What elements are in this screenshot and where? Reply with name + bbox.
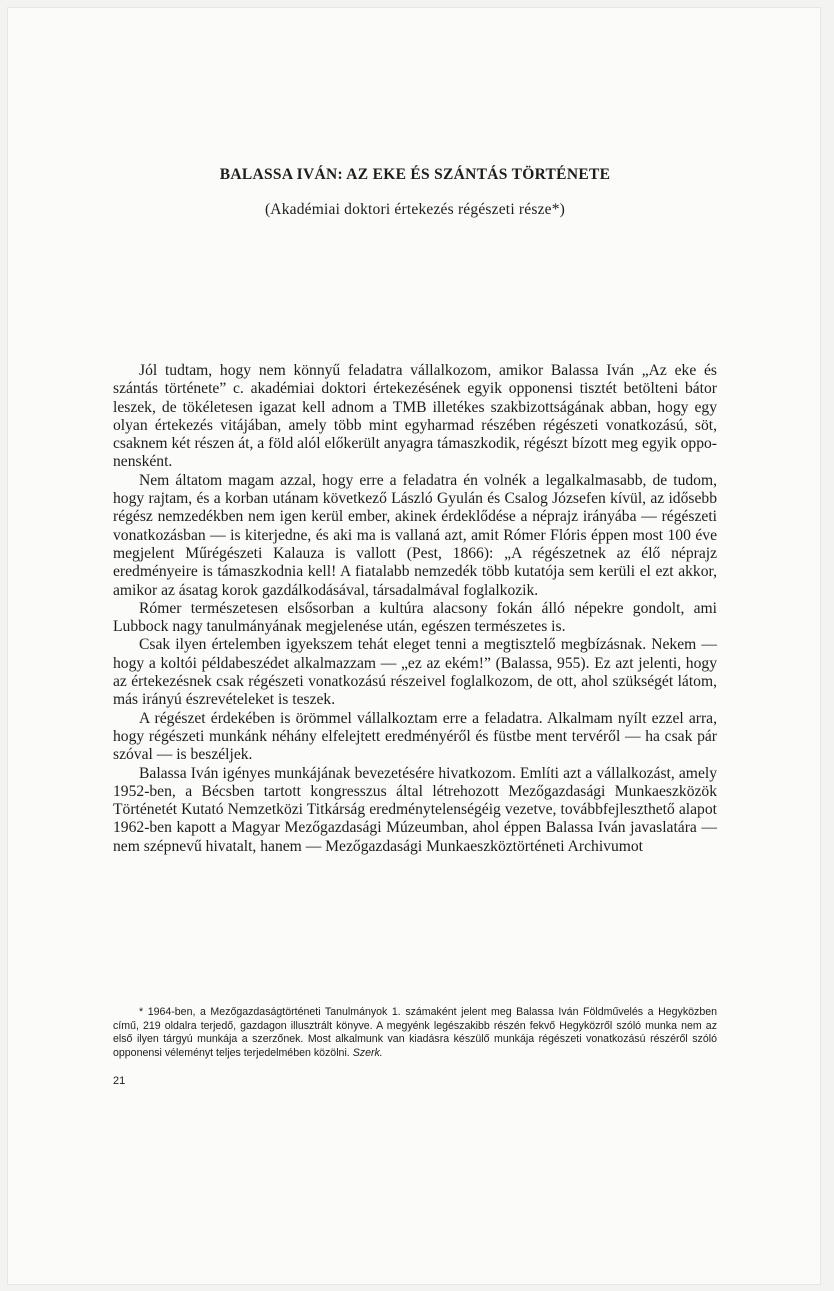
footnote-text: * 1964-ben, a Mezőgazdaságtörténeti Tanulmányok 1. számaként jelent meg Balassa Iván Földművelés a Hegyközben című, 219 oldalra terjedő, gazdagon illusztrált könyve. A megyénk legészakibb részén fekvő Hegyközről szóló munka nem az első ilyen tárgyú munkája a szerzőnek. Most alkalmunk van kiadásra készülő munkája régészeti vonatkozású részéről szóló opponensi véleményt teljes terjedelmében közölni. <box>113 1006 717 1059</box>
paragraph-1: Jól tudtam, hogy nem könnyű feladatra vállalkozom, amikor Balassa Iván „Az eke és szántás története” c. akadémiai doktori értekezésének egyik opponensi tisztét betölteni bátor leszek, de tökéletesen igazat kell adnom a TMB illetékes szakbizottságának abban, hogy egy olyan értekezés vitájában, amely több mint egyharmad részében régészeti vonatkozású, söt, csaknem két részen át, a föld alól előkerült anyagra támaszkodik, régészt bízott meg egyik opponensként. <box>113 362 717 471</box>
paragraph-4: Csak ilyen értelemben igyekszem tehát eleget tenni a megtisztelő megbízásnak. Nekem — hogy a koltói példabeszédet alkalmazzam — „ez az ekém!” (Balassa, 955). Ez azt jelenti, hogy az értekezésnek csak régészeti vonatkozású részeivel foglalkozom, de ott, ahol szükségét látom, más irányú észrevételeket is teszek. <box>113 636 717 709</box>
article-title: BALASSA IVÁN: AZ EKE ÉS SZÁNTÁS TÖRTÉNETE <box>219 166 611 183</box>
paragraph-5: A régészet érdekében is örömmel vállalkoztam erre a feladatra. Alkalmam nyílt ezzel arra, hogy régészeti munkánk néhány elfelejtett eredményéről és füstbe ment tervéről — ha csak pár szóval — is beszéljek. <box>113 709 717 764</box>
paragraph-3: Rómer természetesen elsősorban a kultúra alacsony fokán álló népekre gondolt, ami Lubbock nagy tanulmányának megjelenése után, egészen természetes is. <box>113 599 717 636</box>
paragraph-2: Nem áltatom magam azzal, hogy erre a feladatra én volnék a legalkalmasabb, de tudom, hogy rajtam, és a korban utánam következő László Gyulán és Csalog Józsefen kívül, az idősebb régész nemzedékben nem igen kerül ember, akinek érdeklődése a néprajz irányába — régészeti vonatkozásban — is kiterjedne, és aki ma is vallaná azt, amit Rómer Flóris éppen most 100 éve megjelent Műrégészeti Kalauza is vallott (Pest, 1866): „A régészetnek az élő néprajz eredményeire is támaszkodnia kell! A fiatalabb nemzedék több kutatója sem kerüli el ezt akkor, amikor az ásatag korok gazdálkodásával, társadalmával foglalkozik. <box>113 471 717 599</box>
footnote-editor: Szerk. <box>352 1046 383 1059</box>
article-body <box>113 362 717 856</box>
page-number: 21 <box>113 1075 126 1087</box>
footnote <box>113 1006 717 1060</box>
document-page <box>8 8 820 1284</box>
paragraph-6: Balassa Iván igényes munkájának bevezetésére hivatkozom. Említi azt a vállalkozást, amely 1952-ben, a Bécsben tartott kongresszus által létrehozott Mezőgazdasági Munkaeszközök Történetét Kutató Nemzetközi Titkárság eredménytelenségéig vezetve, továbbfejleszthető alapot 1962-ben kapott a Magyar Mezőgazdasági Múzeumban, ahol éppen Balassa Iván javaslatára — nem szépnevű hivatalt, hanem — Mezőgazdasági Munkaeszköztörténeti Archivumot <box>113 764 717 855</box>
article-subtitle: (Akadémiai doktori értekezés régészeti része*) <box>264 201 566 218</box>
